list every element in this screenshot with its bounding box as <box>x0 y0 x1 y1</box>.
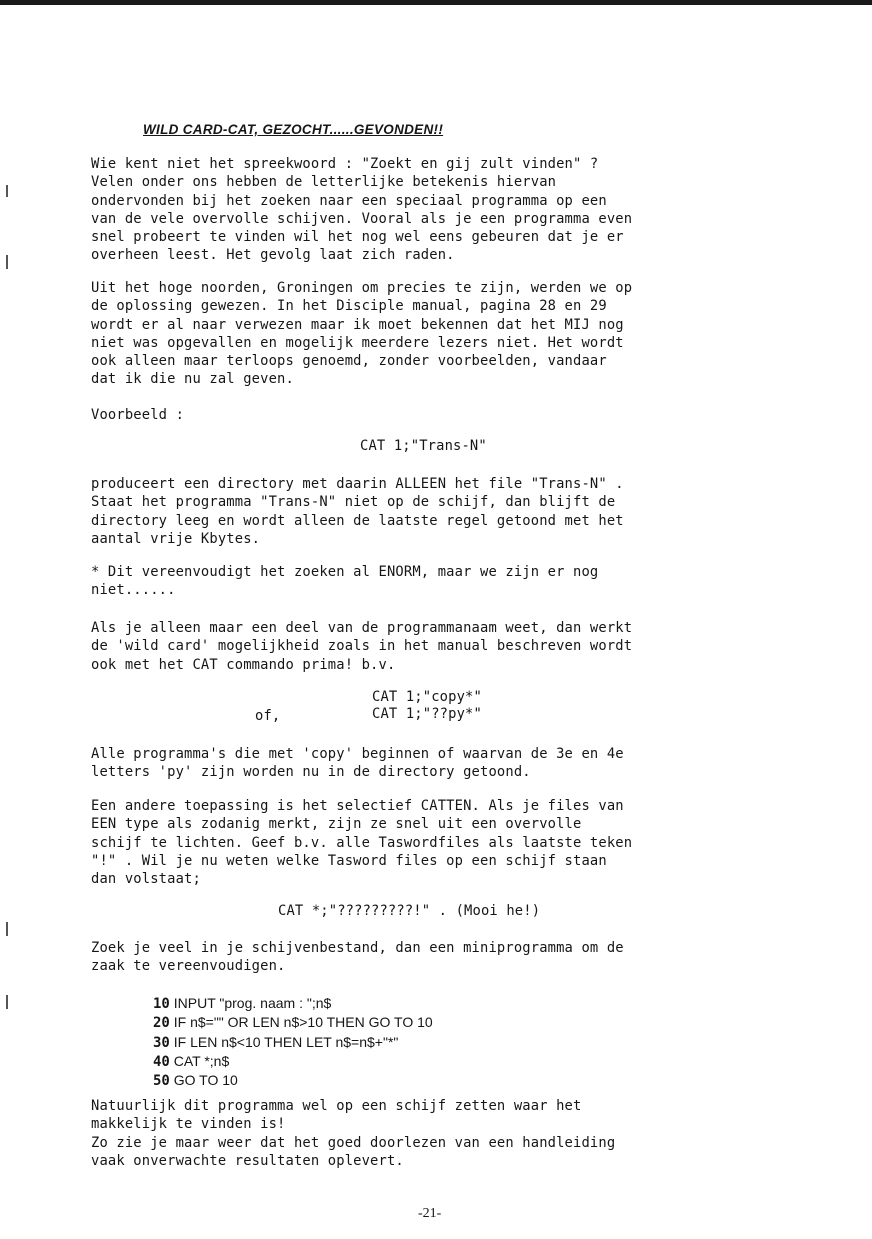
paragraph-groningen <box>91 279 781 389</box>
text-line: niet...... <box>91 582 176 599</box>
code-line-text: IF LEN n$<10 THEN LET n$=n$+"*" <box>173 1033 399 1050</box>
paragraph-voorbeeld <box>91 406 781 424</box>
text-line: Zo zie je maar weer dat het goed doorlezen van een handleiding <box>91 1134 616 1151</box>
text-line: Alle programma's die met 'copy' beginnen of waarvan de 3e en 4e <box>91 746 624 762</box>
text-line: "!" . Wil je nu weten welke Tasword files op een schijf staan <box>91 852 607 869</box>
text-line: produceert een directory met daarin ALLEEN het file "Trans-N" . <box>91 476 624 492</box>
code-line-text: CAT *;n$ <box>173 1052 230 1069</box>
code-line <box>153 994 433 1013</box>
example-cat-trans: CAT 1;"Trans-N" <box>360 438 487 454</box>
paragraph-catten <box>91 797 781 888</box>
code-line <box>153 1013 433 1032</box>
text-line: van de vele overvolle schijven. Vooral als je een programma even <box>91 210 633 227</box>
example-of-label: of, <box>255 708 281 724</box>
paragraph-conclusie <box>91 1097 781 1170</box>
text-line: * Dit vereenvoudigt het zoeken al ENORM, maar we zijn er nog <box>91 564 599 580</box>
text-line: ook met het CAT commando prima! b.v. <box>91 656 396 673</box>
text-line: ondervonden bij het zoeken naar een speciaal programma op een <box>91 192 607 209</box>
text-line: Uit het hoge noorden, Groningen om precies te zijn, werden we op <box>91 280 633 296</box>
paragraph-copy <box>91 745 781 782</box>
code-line-number: 10 <box>153 996 170 1012</box>
paragraph-wildcard <box>91 619 781 674</box>
code-line-number: 40 <box>153 1053 170 1070</box>
paragraph-miniprogramma <box>91 939 781 976</box>
text-line: Als je alleen maar een deel van de programmanaam weet, dan werkt <box>91 620 633 636</box>
paragraph-intro <box>91 155 781 265</box>
paragraph-directory <box>91 475 781 548</box>
text-line: directory leeg en wordt alleen de laatste regel getoond met het <box>91 512 624 529</box>
text-line: makkelijk te vinden is! <box>91 1116 286 1133</box>
example-cat-qpy: CAT 1;"??py*" <box>372 706 482 722</box>
code-line-number: 20 <box>153 1015 170 1032</box>
text-line: dat ik die nu zal geven. <box>91 371 294 388</box>
text-line: Zoek je veel in je schijvenbestand, dan een miniprogramma om de <box>91 940 624 956</box>
text-line: Natuurlijk dit programma wel op een schijf zetten waar het <box>91 1098 582 1114</box>
text-line: letters 'py' zijn worden nu in de directory getoond. <box>91 764 531 781</box>
text-line: zaak te vereenvoudigen. <box>91 958 286 975</box>
text-line: vaak onverwachte resultaten oplevert. <box>91 1152 404 1169</box>
text-line: de oplossing gewezen. In het Disciple manual, pagina 28 en 29 <box>91 298 607 315</box>
text-line: Een andere toepassing is het selectief CATTEN. Als je files van <box>91 798 624 814</box>
text-line: dan volstaat; <box>91 871 201 888</box>
text-line: Staat het programma "Trans-N" niet op de schijf, dan blijft de <box>91 494 616 511</box>
text-line: schijf te lichten. Geef b.v. alle Taswordfiles als laatste teken <box>91 834 633 851</box>
code-line-text: IF n$="" OR LEN n$>10 THEN GO TO 10 <box>173 1014 433 1031</box>
text-line: overheen leest. Het gevolg laat zich raden. <box>91 247 455 264</box>
page-number: -21- <box>418 1206 442 1221</box>
code-line <box>153 1052 433 1071</box>
text-line: Voorbeeld : <box>91 407 185 423</box>
example-cat-copy: CAT 1;"copy*" <box>372 689 482 705</box>
text-line: Velen onder ons hebben de letterlijke betekenis hiervan <box>91 174 557 191</box>
text-line: snel probeert te vinden wil het nog wel eens gebeuren dat je er <box>91 229 624 246</box>
paragraph-enorm <box>91 563 781 600</box>
code-line-text: GO TO 10 <box>173 1072 238 1089</box>
code-line-text: INPUT "prog. naam : ";n$ <box>173 995 332 1011</box>
text-line: de 'wild card' mogelijkheid zoals in het manual beschreven wordt <box>91 638 633 655</box>
code-line <box>153 1033 433 1052</box>
article-title: WILD CARD-CAT, GEZOCHT......GEVONDEN!! <box>143 122 444 137</box>
code-listing <box>153 994 433 1090</box>
text-line: ook alleen maar terloops genoemd, zonder voorbeelden, vandaar <box>91 353 607 370</box>
code-line-number: 50 <box>153 1073 170 1090</box>
text-line: aantal vrije Kbytes. <box>91 530 261 547</box>
text-line: EEN type als zodanig merkt, zijn ze snel uit een overvolle <box>91 816 582 833</box>
example-cat-tasword: CAT *;"?????????!" . (Mooi he!) <box>278 903 541 919</box>
text-line: Wie kent niet het spreekwoord : "Zoekt en gij zult vinden" ? <box>91 156 599 172</box>
text-line: niet was opgevallen en mogelijk meerdere lezers niet. Het wordt <box>91 334 624 351</box>
text-line: wordt er al naar verwezen maar ik moet bekennen dat het MIJ nog <box>91 316 624 333</box>
code-line-number: 30 <box>153 1034 170 1051</box>
code-line <box>153 1071 433 1090</box>
